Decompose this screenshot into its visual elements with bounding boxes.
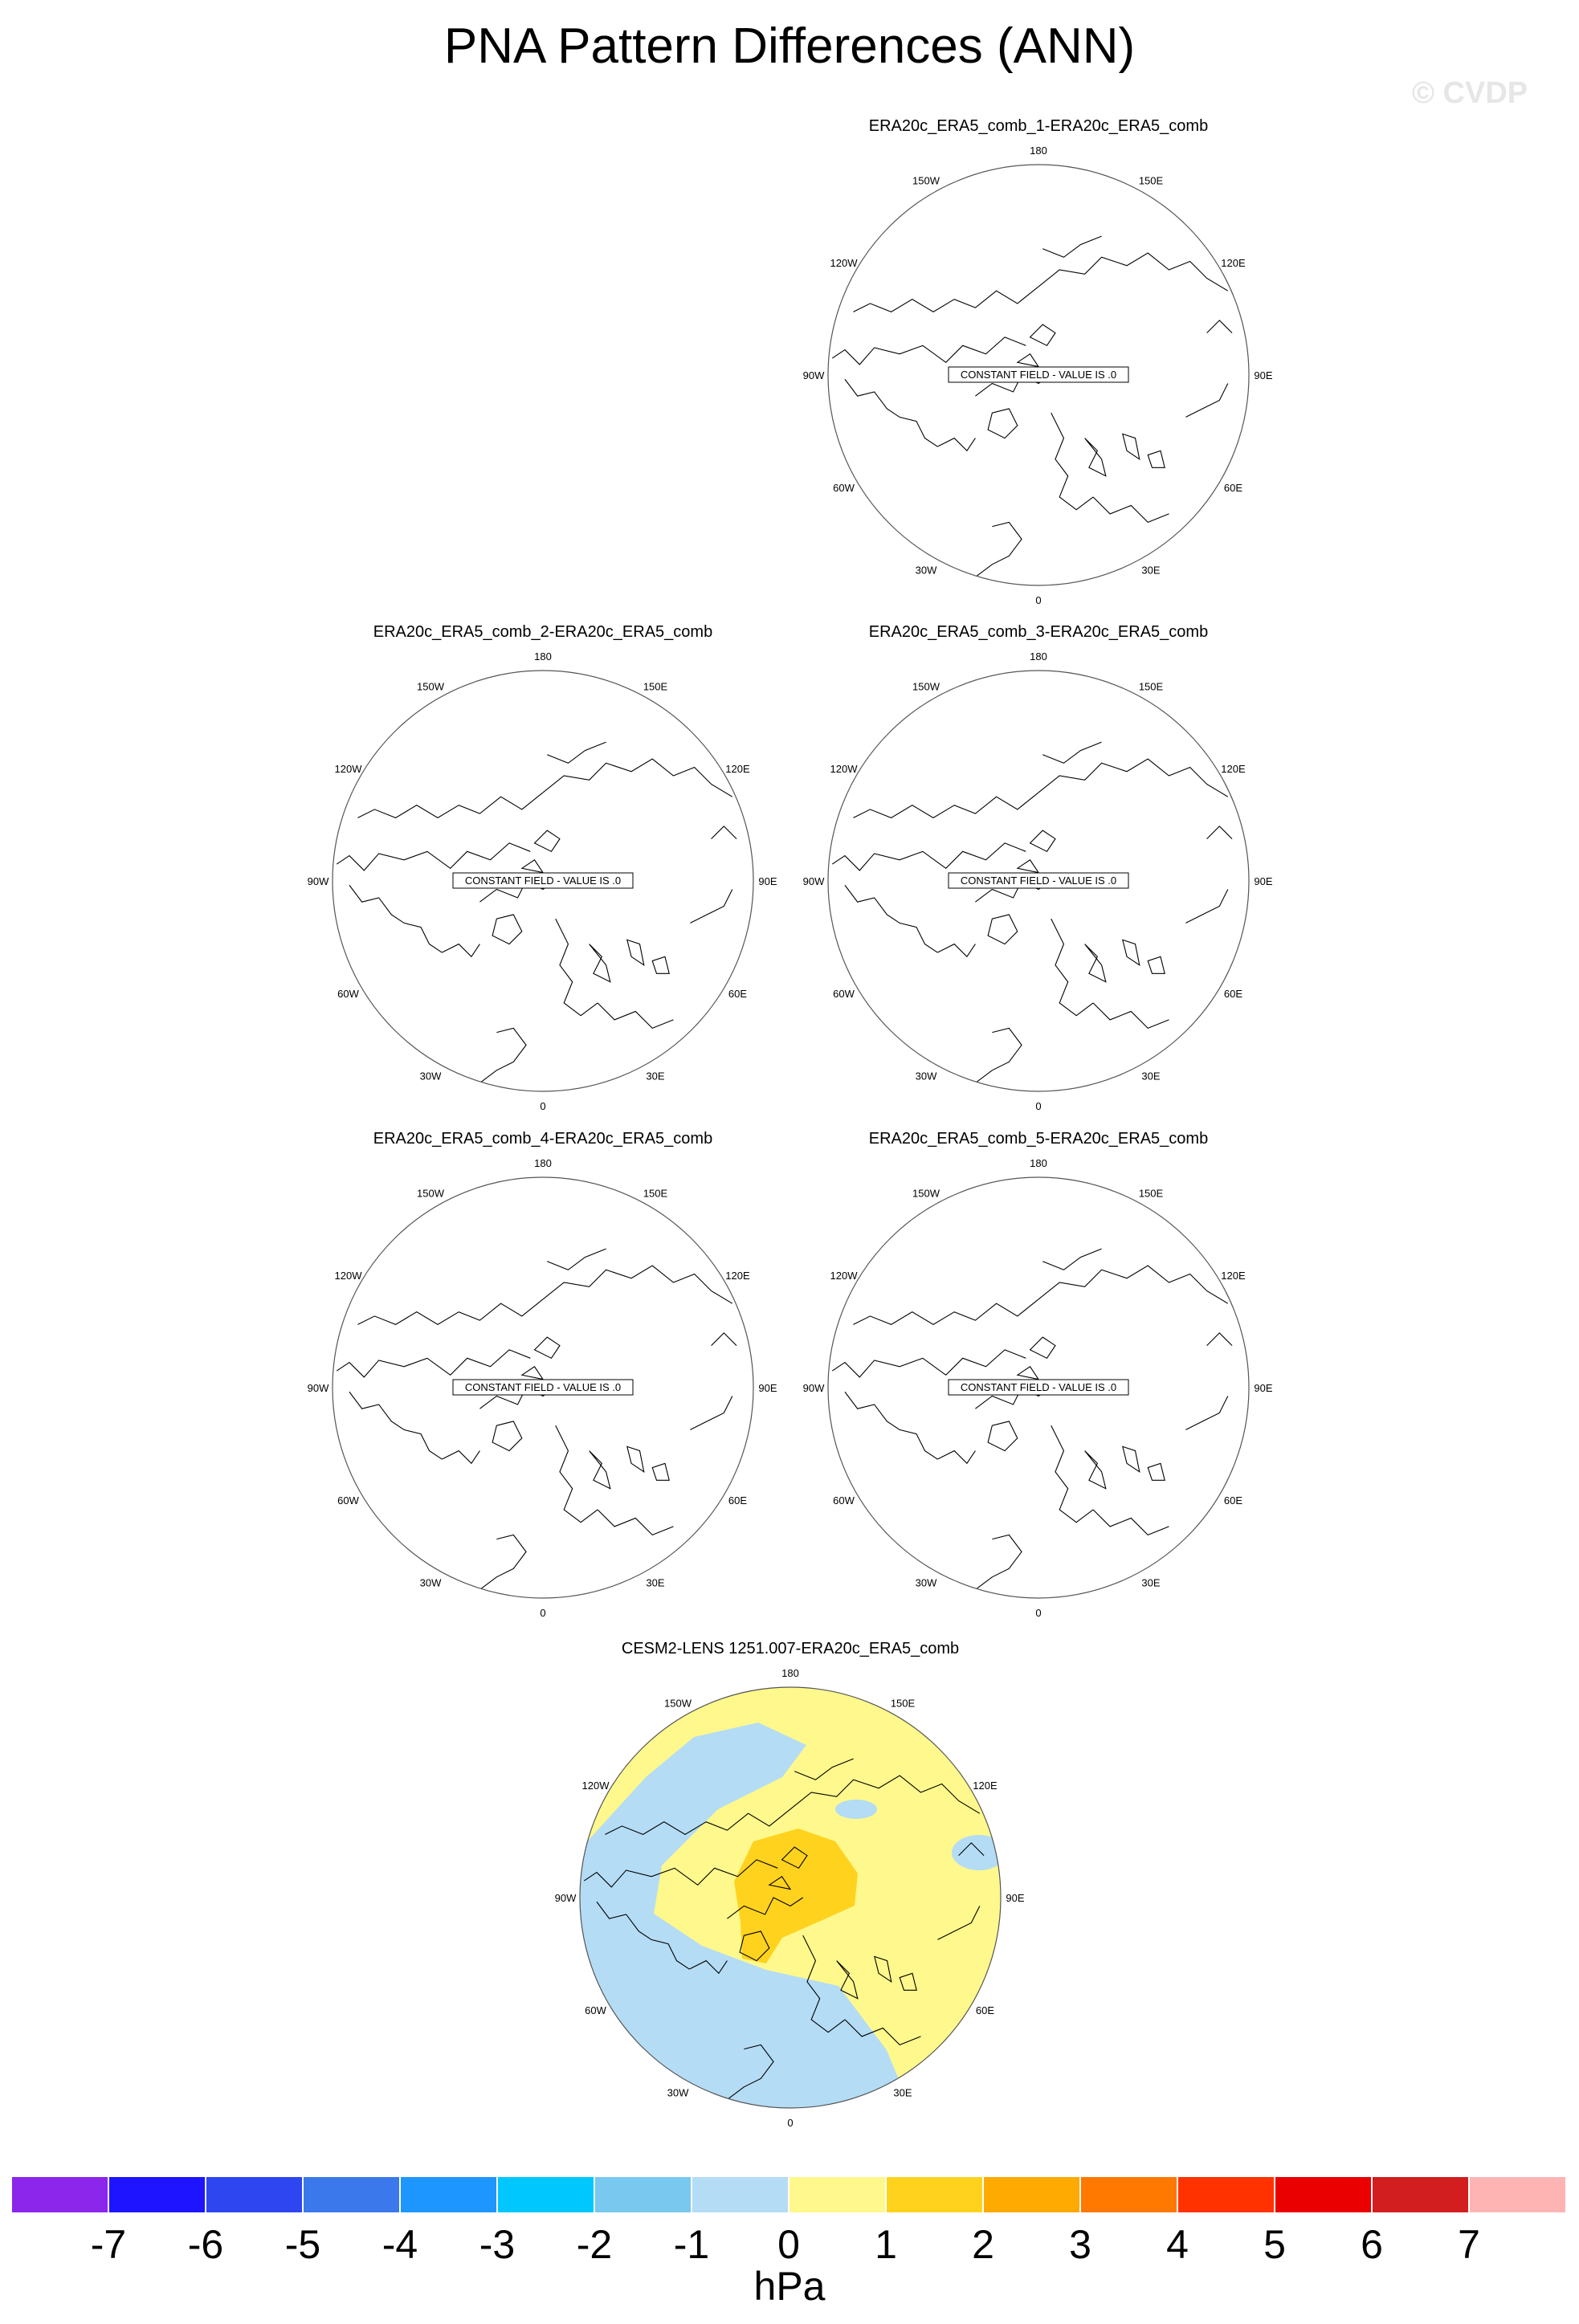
longitude-label: 150W <box>664 1697 692 1710</box>
longitude-label: 30W <box>667 2086 689 2099</box>
coastline-path <box>832 843 1026 870</box>
longitude-label: 30W <box>915 1070 937 1082</box>
coastline-path <box>1093 497 1169 522</box>
coastline-path <box>492 1421 522 1451</box>
longitude-label: 120E <box>1221 257 1246 269</box>
longitude-label: 150W <box>912 174 940 187</box>
longitude-label: 120W <box>830 257 858 269</box>
coastline-path <box>1042 236 1101 257</box>
longitude-label: 150W <box>912 680 940 693</box>
coastline-path <box>988 1421 1018 1451</box>
colorbar-box <box>1372 2176 1469 2213</box>
coastline-path <box>1018 354 1038 367</box>
longitude-label: 0 <box>787 2117 794 2129</box>
colorbar-box <box>206 2176 303 2213</box>
panel-title: ERA20c_ERA5_comb_3-ERA20c_ERA5_comb <box>868 623 1209 641</box>
coastline-path <box>627 1446 644 1471</box>
longitude-label: 120W <box>830 763 858 775</box>
longitude-label: 150E <box>890 1697 916 1710</box>
coastline-path <box>442 944 479 957</box>
longitude-label: 60E <box>1223 988 1243 1000</box>
coastline-path <box>1085 438 1106 476</box>
colorbar-tick-label: 1 <box>875 2222 897 2267</box>
coastline-path <box>832 337 1026 365</box>
coastline-path <box>1093 1510 1169 1535</box>
constant-field-text: CONSTANT FIELD - VALUE IS .0 <box>960 1381 1117 1393</box>
coastline-path <box>853 793 1038 817</box>
coastline-path <box>442 1451 479 1464</box>
coastline-path <box>556 1425 598 1523</box>
coastline-path <box>975 522 1022 577</box>
coastline-path <box>547 1249 606 1270</box>
coastline-path <box>1185 383 1227 417</box>
longitude-label: 120W <box>581 1780 610 1792</box>
constant-field-label <box>949 367 1128 382</box>
longitude-label: 30E <box>646 1576 665 1589</box>
coastline-path <box>349 1392 442 1459</box>
coastline-path <box>1018 860 1038 873</box>
colorbar <box>11 2176 1566 2215</box>
longitude-label: 150W <box>912 1187 940 1200</box>
coastline-path <box>1148 451 1165 467</box>
coastline-path <box>337 1350 530 1377</box>
longitude-label: 180 <box>534 650 552 663</box>
colorbar-tick-label: 5 <box>1263 2222 1286 2267</box>
longitude-label: 120W <box>830 1270 858 1282</box>
longitude-label: 120E <box>725 1270 750 1282</box>
colorbar-box <box>11 2176 108 2213</box>
coastline-path <box>988 409 1018 438</box>
colorbar-tick-label: -6 <box>187 2222 224 2267</box>
coastline-path <box>690 1396 732 1429</box>
colorbar-tick-label: -3 <box>479 2222 516 2267</box>
coastline-path <box>1030 830 1055 851</box>
longitude-label: 30E <box>893 2086 912 2099</box>
longitude-label: 90W <box>802 369 825 381</box>
colorbar-box <box>1177 2176 1275 2213</box>
longitude-label: 120W <box>334 763 362 775</box>
coastline-path <box>1148 956 1165 973</box>
polar-map <box>286 642 800 1119</box>
psl-difference-field <box>580 1687 1006 2108</box>
constant-field-label <box>453 873 633 888</box>
longitude-label: 90W <box>554 1892 577 1904</box>
colorbar-tick-label: 3 <box>1069 2222 1091 2267</box>
longitude-label: 120E <box>1221 763 1246 775</box>
coastline-path <box>845 379 937 446</box>
colorbar-box <box>497 2176 594 2213</box>
figure-title: PNA Pattern Differences (ANN) <box>443 18 1136 74</box>
longitude-label: 60W <box>833 482 855 494</box>
coastline-path <box>1148 1463 1165 1480</box>
longitude-label: 90W <box>802 1382 825 1394</box>
longitude-label: 90W <box>307 875 329 887</box>
coastline-path <box>853 287 1038 312</box>
coastline-path <box>479 1028 526 1082</box>
colorbar-box <box>303 2176 400 2213</box>
colorbar-tick-label: -1 <box>673 2222 710 2267</box>
coastline-path <box>1123 940 1140 964</box>
map-panel-cesm2-lens <box>533 1638 1047 2136</box>
coastline-path <box>522 860 543 873</box>
watermark-text: © CVDP <box>1412 76 1528 110</box>
coastline-path <box>1093 1003 1169 1028</box>
coastline-path <box>1038 759 1228 797</box>
longitude-label: 30E <box>1141 1576 1161 1589</box>
coastline-path <box>712 826 736 839</box>
longitude-label: 150E <box>643 680 668 693</box>
coastline-path <box>652 956 669 973</box>
coastline-path <box>598 1510 673 1535</box>
longitude-label: 150E <box>1138 680 1164 693</box>
polar-map <box>781 642 1295 1119</box>
coastline-path <box>535 1337 560 1358</box>
coastline-path <box>1123 1446 1140 1471</box>
coastline-path <box>1018 1367 1038 1380</box>
coastline-path <box>1085 944 1106 982</box>
longitude-label: 30W <box>419 1576 442 1589</box>
constant-field-label <box>949 873 1128 888</box>
polar-map <box>286 1149 800 1626</box>
colorbar-tick-label: -5 <box>284 2222 321 2267</box>
longitude-label: 60E <box>728 1494 748 1507</box>
longitude-label: 0 <box>540 1607 546 1619</box>
longitude-label: 90W <box>802 875 825 887</box>
polar-map <box>533 1659 1047 2136</box>
longitude-label: 0 <box>1035 1100 1042 1112</box>
longitude-label: 30E <box>646 1070 665 1082</box>
panel-title: CESM2-LENS 1251.007-ERA20c_ERA5_comb <box>621 1640 960 1657</box>
coastline-path <box>712 1333 736 1346</box>
coastline-path <box>1042 1249 1101 1270</box>
longitude-label: 120E <box>973 1780 998 1792</box>
coastline-path <box>1185 1396 1227 1429</box>
longitude-label: 60E <box>1223 1494 1243 1507</box>
longitude-label: 60W <box>337 1494 359 1507</box>
coastline-path <box>845 885 937 952</box>
coastline-path <box>479 1535 526 1589</box>
coastline-path <box>832 1350 1026 1377</box>
colorbar-box <box>886 2176 983 2213</box>
coastline-path <box>937 438 975 451</box>
longitude-label: 120E <box>725 763 750 775</box>
constant-field-text: CONSTANT FIELD - VALUE IS .0 <box>464 1381 622 1393</box>
coastline-path <box>1051 1425 1093 1523</box>
coastline-path <box>590 1451 610 1489</box>
map-panel-comb-1 <box>781 116 1295 614</box>
colorbar-tick-label: 6 <box>1361 2222 1383 2267</box>
longitude-label: 180 <box>1030 1157 1047 1169</box>
longitude-label: 90E <box>1006 1892 1025 1904</box>
coastline-path <box>492 915 522 944</box>
longitude-label: 30E <box>1141 564 1161 577</box>
coastline-path <box>988 915 1018 944</box>
longitude-label: 180 <box>781 1667 799 1679</box>
map-panel-comb-4 <box>286 1128 800 1626</box>
longitude-label: 90E <box>758 1382 777 1394</box>
longitude-label: 60W <box>833 1494 855 1507</box>
longitude-label: 30W <box>915 1576 937 1589</box>
longitude-label: 30W <box>915 564 937 577</box>
longitude-label: 150W <box>417 680 444 693</box>
constant-field-label <box>949 1380 1128 1395</box>
panel-title: ERA20c_ERA5_comb_5-ERA20c_ERA5_comb <box>868 1130 1209 1148</box>
constant-field-label <box>453 1380 633 1395</box>
coastline-path <box>975 1535 1022 1589</box>
longitude-label: 60W <box>337 988 359 1000</box>
longitude-label: 90W <box>307 1382 329 1394</box>
longitude-label: 0 <box>540 1100 546 1112</box>
colorbar-tick-label: -7 <box>90 2222 127 2267</box>
colorbar-box <box>594 2176 692 2213</box>
longitude-label: 180 <box>1030 145 1047 157</box>
coastline-path <box>1123 434 1140 459</box>
coastline-path <box>937 944 975 957</box>
coastline-path <box>853 1299 1038 1324</box>
coastline-path <box>543 1266 732 1303</box>
longitude-label: 180 <box>1030 650 1047 663</box>
colorbar-box <box>400 2176 497 2213</box>
coastline-path <box>652 1463 669 1480</box>
longitude-label: 90E <box>1254 1382 1273 1394</box>
map-panel-comb-3 <box>781 622 1295 1119</box>
colorbar-tick-label: 4 <box>1166 2222 1189 2267</box>
longitude-label: 150E <box>1138 174 1164 187</box>
longitude-label: 30E <box>1141 1070 1161 1082</box>
colorbar-box <box>983 2176 1080 2213</box>
map-panel-comb-2 <box>286 622 800 1119</box>
constant-field-text: CONSTANT FIELD - VALUE IS .0 <box>464 875 622 887</box>
longitude-label: 60E <box>728 988 748 1000</box>
colorbar-tick-label: -2 <box>576 2222 613 2267</box>
colorbar-tick-label: 0 <box>777 2222 800 2267</box>
longitude-label: 90E <box>758 875 777 887</box>
colorbar-units: hPa <box>753 2264 826 2309</box>
coastline-path <box>1038 253 1228 291</box>
coastline-path <box>1042 742 1101 763</box>
colorbar-tick-label: -4 <box>381 2222 418 2267</box>
colorbar-tick-label: 7 <box>1458 2222 1480 2267</box>
coastline-path <box>1085 1451 1106 1489</box>
polar-map <box>781 1149 1295 1626</box>
coastline-path <box>1030 324 1055 345</box>
coastline-path <box>337 843 530 870</box>
coastline-path <box>556 919 598 1016</box>
field-minus-1-to-0-hpa <box>835 1800 877 1819</box>
constant-field-text: CONSTANT FIELD - VALUE IS .0 <box>960 875 1117 887</box>
coastline-path <box>590 944 610 982</box>
coastline-path <box>357 793 543 817</box>
coastline-path <box>1207 320 1232 333</box>
map-panel-comb-5 <box>781 1128 1295 1626</box>
colorbar-box <box>789 2176 886 2213</box>
polar-map <box>781 137 1295 614</box>
longitude-label: 180 <box>534 1157 552 1169</box>
longitude-label: 120W <box>334 1270 362 1282</box>
coastline-path <box>690 889 732 923</box>
longitude-label: 30W <box>419 1070 442 1082</box>
coastline-path <box>535 830 560 851</box>
colorbar-box <box>1275 2176 1372 2213</box>
coastline-path <box>357 1299 543 1324</box>
longitude-label: 60W <box>585 2004 606 2016</box>
coastline-path <box>1030 1337 1055 1358</box>
panel-title: ERA20c_ERA5_comb_2-ERA20c_ERA5_comb <box>373 623 713 641</box>
colorbar-box <box>108 2176 206 2213</box>
longitude-label: 0 <box>1035 1607 1042 1619</box>
coastline-path <box>547 742 606 763</box>
constant-field-text: CONSTANT FIELD - VALUE IS .0 <box>960 369 1117 381</box>
coastline-path <box>1051 919 1093 1016</box>
coastline-path <box>543 759 732 797</box>
longitude-label: 150E <box>1138 1187 1164 1200</box>
longitude-label: 60E <box>975 2004 995 2016</box>
longitude-label: 120E <box>1221 1270 1246 1282</box>
coastline-path <box>1207 826 1232 839</box>
coastline-path <box>1038 1266 1228 1303</box>
colorbar-box <box>1469 2176 1566 2213</box>
coastline-path <box>627 940 644 964</box>
longitude-label: 0 <box>1035 594 1042 606</box>
colorbar-box <box>692 2176 789 2213</box>
colorbar-box <box>1080 2176 1177 2213</box>
coastline-path <box>598 1003 673 1028</box>
longitude-label: 60W <box>833 988 855 1000</box>
coastline-path <box>349 885 442 952</box>
longitude-label: 60E <box>1223 482 1243 494</box>
coastline-path <box>1051 413 1093 510</box>
coastline-path <box>522 1367 543 1380</box>
panel-title: ERA20c_ERA5_comb_1-ERA20c_ERA5_comb <box>868 117 1209 135</box>
panel-title: ERA20c_ERA5_comb_4-ERA20c_ERA5_comb <box>373 1130 713 1148</box>
longitude-label: 150E <box>643 1187 668 1200</box>
coastline-path <box>1185 889 1227 923</box>
coastline-path <box>975 1028 1022 1082</box>
longitude-label: 150W <box>417 1187 444 1200</box>
coastline-path <box>937 1451 975 1464</box>
longitude-label: 90E <box>1254 875 1273 887</box>
colorbar-tick-label: 2 <box>972 2222 994 2267</box>
coastline-path <box>1207 1333 1232 1346</box>
coastline-path <box>845 1392 937 1459</box>
longitude-label: 90E <box>1254 369 1273 381</box>
